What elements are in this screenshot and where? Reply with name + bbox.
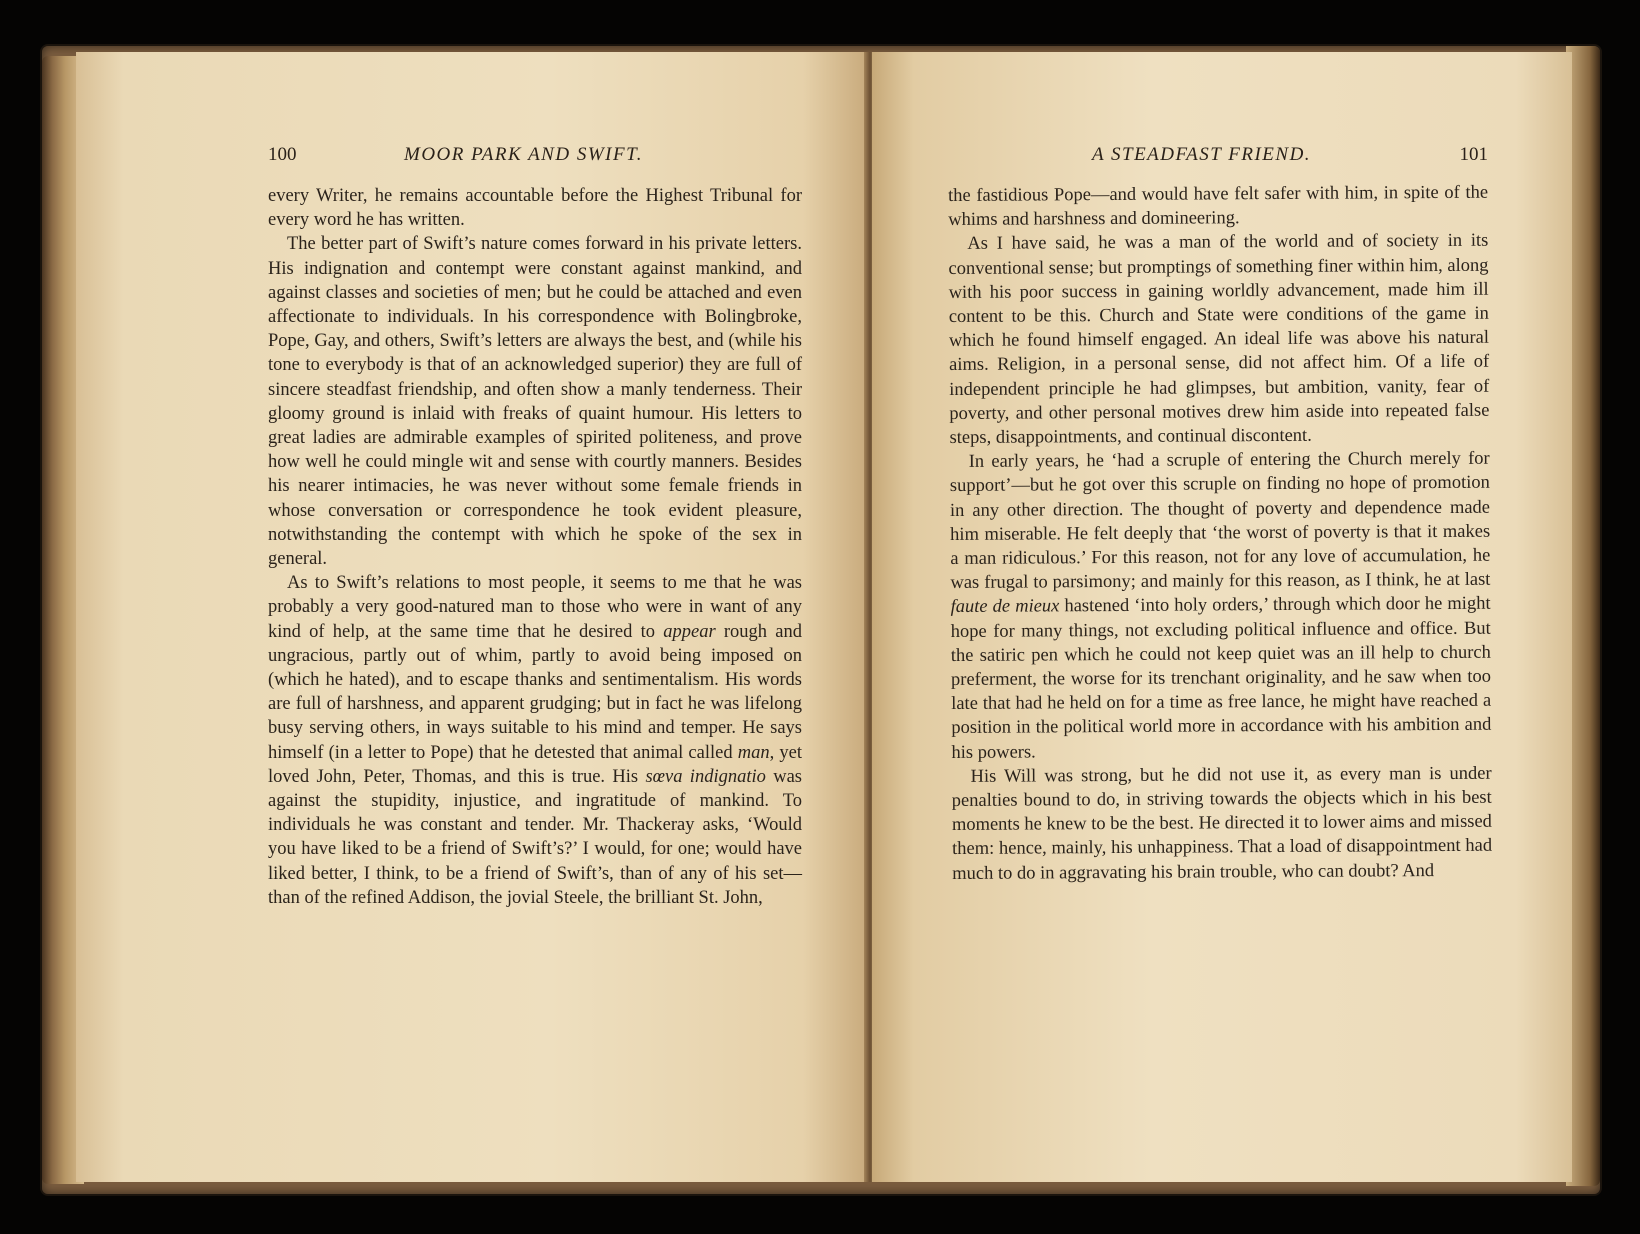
text-segment: every Writer, he remains accountable before the Highest Tribunal for every word he has written. — [268, 186, 802, 231]
paragraph — [268, 571, 802, 910]
right-page — [872, 52, 1572, 1182]
italic-segment: sœva indignatio — [645, 766, 766, 787]
italic-segment: man — [737, 742, 770, 763]
paragraph — [948, 181, 1488, 233]
text-segment: His Will was strong, but he did not use it, as every man is under penalties bound to do, in striving towards the objects which in his best moments he knew to be the best. He directed it to lower aims and missed them: hence, mainly, his unhappiness. That a load of disappointment had much to do in aggravating his brain trouble, who can doubt? And — [951, 763, 1493, 884]
paragraph — [948, 229, 1489, 450]
paragraph — [952, 762, 1493, 886]
left-page-text — [268, 184, 802, 910]
left-page — [76, 52, 866, 1182]
right-running-head — [948, 144, 1488, 170]
paragraph — [268, 232, 802, 571]
italic-segment: faute de mieux — [950, 596, 1060, 618]
italic-segment: appear — [663, 621, 716, 642]
text-segment: was against the stupidity, injustice, and ingratitude of mankind. To individuals he was constant and tender. Mr. Thackeray asks, ‘Would you have liked to be a friend of Swift’s?’ I would, for one; would have liked better, I think, to be a friend of Swift’s, than of any of his set—than of the refined Addison, the jovial Steele, the brilliant St. John, — [268, 766, 802, 908]
running-head-title: MOOR PARK AND SWIFT. — [404, 144, 643, 165]
text-segment: As to Swift’s relations to most people, it seems to me that he was probably a very good-natured man to those who were in want of any kind of help, at the same time that he desired to — [268, 573, 802, 642]
text-segment: As I have said, he was a man of the world and of society in its conventional sense; but promptings of something finer within him, along with his poor success in gaining worldly advancement, made him ill content to be this. Church and State were conditions of the game in which he found himself engaged. An ideal life was above his natural aims. Religion, in a personal sense, did not affect him. Of a life of independent principle he had glimpses, but ambition, vanity, fear of poverty, and other personal motives drew him aside into repeated false steps, disappointments, and continual discontent. — [948, 231, 1490, 449]
text-segment: In early years, he ‘had a scruple of entering the Church merely for support’—but he got over this scruple on finding no hope of promotion in any other direction. The thought of poverty and dependence made him miserable. He felt deeply that ‘the worst of poverty is that it makes a man ridiculous.’ For this reason, not for any love of accumulation, he was frugal to parsimony; and mainly for this reason, as I think, he at last — [949, 448, 1491, 594]
page-number: 101 — [1459, 144, 1488, 165]
paragraph — [950, 447, 1492, 765]
open-book — [42, 46, 1600, 1194]
right-page-text — [948, 181, 1492, 886]
text-segment: rough and ungracious, partly out of whim, partly to avoid being imposed on (which he hated), and to escape thanks and sentimentalism. His words are full of harshness, and apparent grudging; but in fact he was lifelong busy serving others, in ways suitable to his mind and temper. He says himself (in a letter to Pope) that he detested that animal called — [268, 621, 802, 763]
page-number: 100 — [268, 144, 297, 165]
text-segment: the fastidious Pope—and would have felt safer with him, in spite of the whims and harshness and domineering. — [948, 182, 1489, 231]
text-segment: , yet loved John, Peter, Thomas, and this is true. His — [268, 742, 802, 787]
text-segment: hastened ‘into holy orders,’ through which door he might hope for many things, not excluding political influence and office. But the satiric pen which he could not keep quiet was an ill help to church preferment, the worse for its trenchant originality, and he saw when too late that had he held on for a time as free lance, he might have reached a position in the political world more in accordance with his ambition and his powers. — [950, 594, 1492, 763]
text-segment: The better part of Swift’s nature comes forward in his private letters. His indignation and contempt were constant against mankind, and against classes and societies of men; but he could be attached and even affectionate to individuals. In his correspondence with Bolingbroke, Pope, Gay, and others, Swift’s letters are always the best, and (while his tone to everybody is that of an acknowledged superior) they are full of sincere steadfast friendship, and often show a manly tenderness. Their gloomy ground is inlaid with freaks of quaint humour. His letters to great ladies are admirable examples of spirited politeness, and prove how well he could mingle wit and sense with courtly manners. Besides his nearer intimacies, he was never without some female friends in whose conversation or correspondence he took evident pleasure, notwithstanding the contempt with which he spoke of the sex in general. — [268, 234, 802, 570]
running-head-title: A STEADFAST FRIEND. — [1092, 144, 1312, 165]
paragraph — [268, 184, 802, 232]
left-running-head — [268, 144, 802, 170]
